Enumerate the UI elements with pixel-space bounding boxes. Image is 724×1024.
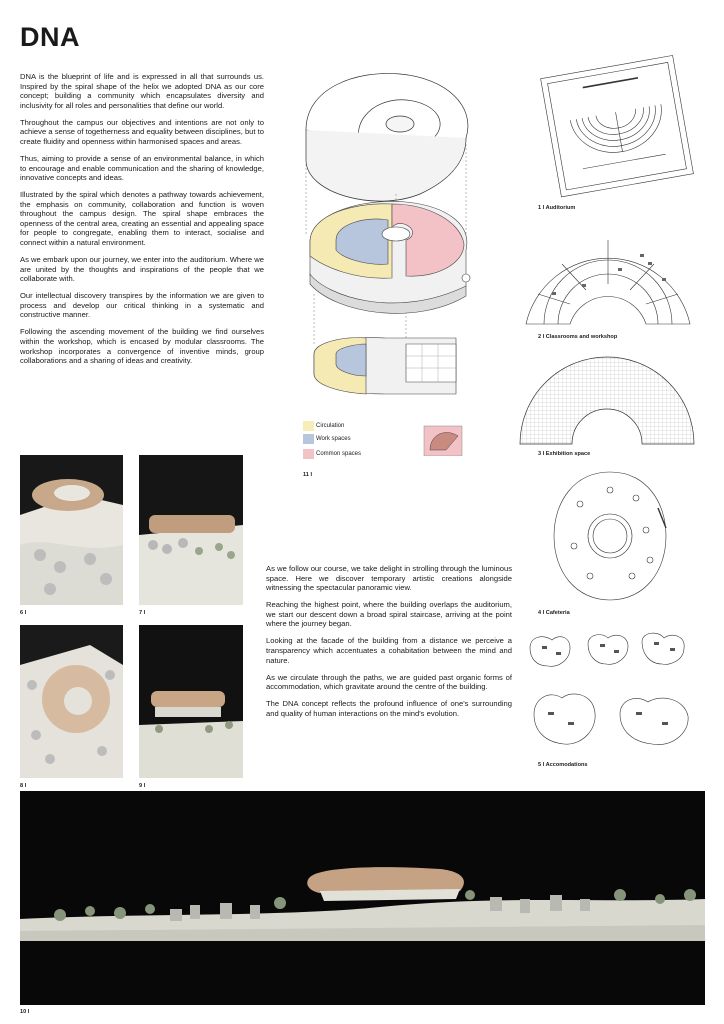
intro-text (20, 72, 264, 373)
legend-swatch (303, 434, 314, 444)
model-photo-10-panorama (20, 791, 705, 1005)
page-title: DNA (20, 22, 80, 52)
caption-accommodations: 5 I Accomodations (538, 762, 588, 768)
legend-common-spaces (303, 449, 361, 459)
caption-photo-9: 9 I (139, 783, 146, 789)
exploded-axonometric-diagram (296, 64, 496, 456)
caption-photo-6: 6 I (20, 610, 27, 616)
model-photo-9 (139, 625, 243, 778)
roof-layer (306, 73, 468, 201)
intro-paragraph: Our intellectual discovery transpires by the information we are given to process and develop our critical thinking in a systematic and constructive manner. (20, 291, 264, 320)
legend-label: Common spaces (316, 451, 362, 457)
legend-circulation (303, 421, 344, 431)
classrooms-plan (522, 224, 694, 328)
diagram-caption: 11 I (303, 472, 313, 478)
auditorium-detail (424, 426, 462, 456)
middle-level (310, 201, 470, 313)
auditorium-plan (536, 52, 700, 200)
caption-photo-10: 10 I (20, 1009, 30, 1015)
legend-label: Circulation (316, 423, 345, 429)
intro-paragraph: Thus, aiming to provide a sense of an environmental balance, in which to encourage and enable communication and the sharing of knowledge, innovative concepts and ideas. (20, 153, 264, 183)
accommodations-plans (524, 628, 700, 756)
caption-classrooms: 2 I Classrooms and workshop (538, 334, 618, 340)
journey-text (266, 564, 512, 726)
intro-paragraph: Following the ascending movement of the building we find ourselves within the workshop, which is encased by modular classrooms. The workshop incorporates a convergence of inventive minds, group collaborations and a sharing of ideas and creativity. (20, 327, 264, 366)
caption-exhibition: 3 I Exhibition space (538, 451, 591, 457)
intro-paragraph: As we embark upon our journey, we enter into the auditorium. Where we are united by the thoughts and inspirations of the people that we collaborate with. (20, 255, 264, 284)
exhibition-plan (518, 350, 696, 446)
journey-paragraph: Reaching the highest point, where the building overlaps the auditorium, we start our descent down a broad spiral staircase, arriving at the point where the journey began. (266, 600, 512, 629)
model-photo-7 (139, 455, 243, 605)
model-photo-6 (20, 455, 123, 605)
journey-paragraph: The DNA concept reflects the profound influence of one's surrounding and quality of human interactions on the mind's evolution. (266, 699, 512, 718)
lower-level (314, 338, 456, 394)
caption-cafeteria: 4 I Cafeteria (538, 610, 570, 616)
legend-swatch (303, 421, 314, 431)
cafeteria-plan (550, 468, 670, 604)
intro-paragraph: Throughout the campus our objectives and intentions are not only to achieve a sense of togetherness and equality between disciplines, but to create fluidity and openness within harmonised spaces and areas. (20, 117, 264, 146)
caption-auditorium: 1 I Auditorium (538, 205, 576, 211)
legend-swatch (303, 449, 314, 459)
journey-paragraph: Looking at the facade of the building from a distance we perceive a transparency which accentuates a cohabitation between the mind and nature. (266, 636, 512, 665)
legend-work-spaces (303, 434, 351, 444)
intro-paragraph: DNA is the blueprint of life and is expressed in all that surrounds us. Inspired by the spiral shape of the helix we adopted DNA as our core concept; building a community which encapsulates diversity and inclusivity for all roles and personalities that define our world. (20, 72, 264, 110)
caption-photo-7: 7 I (139, 610, 146, 616)
caption-photo-8: 8 I (20, 783, 27, 789)
legend-label: Work spaces (316, 436, 351, 442)
model-photo-8 (20, 625, 123, 778)
journey-paragraph: As we follow our course, we take delight in strolling through the luminous space. Here we discover temporary artistic creations alongside witnessing the spectacular panoramic view. (266, 564, 512, 593)
intro-paragraph: Illustrated by the spiral which denotes a pathway towards achievement, the emphasis on community, collaboration and function is woven throughout the campus design. The spiral shape embraces the openness of the central area, creating an essential and appealing space for people to congregate, enabling them to interact, socialise and connect within a natural environment. (20, 190, 264, 248)
journey-paragraph: As we circulate through the paths, we are guided past organic forms of accommodation, which gravitate around the centre of the building. (266, 672, 512, 692)
